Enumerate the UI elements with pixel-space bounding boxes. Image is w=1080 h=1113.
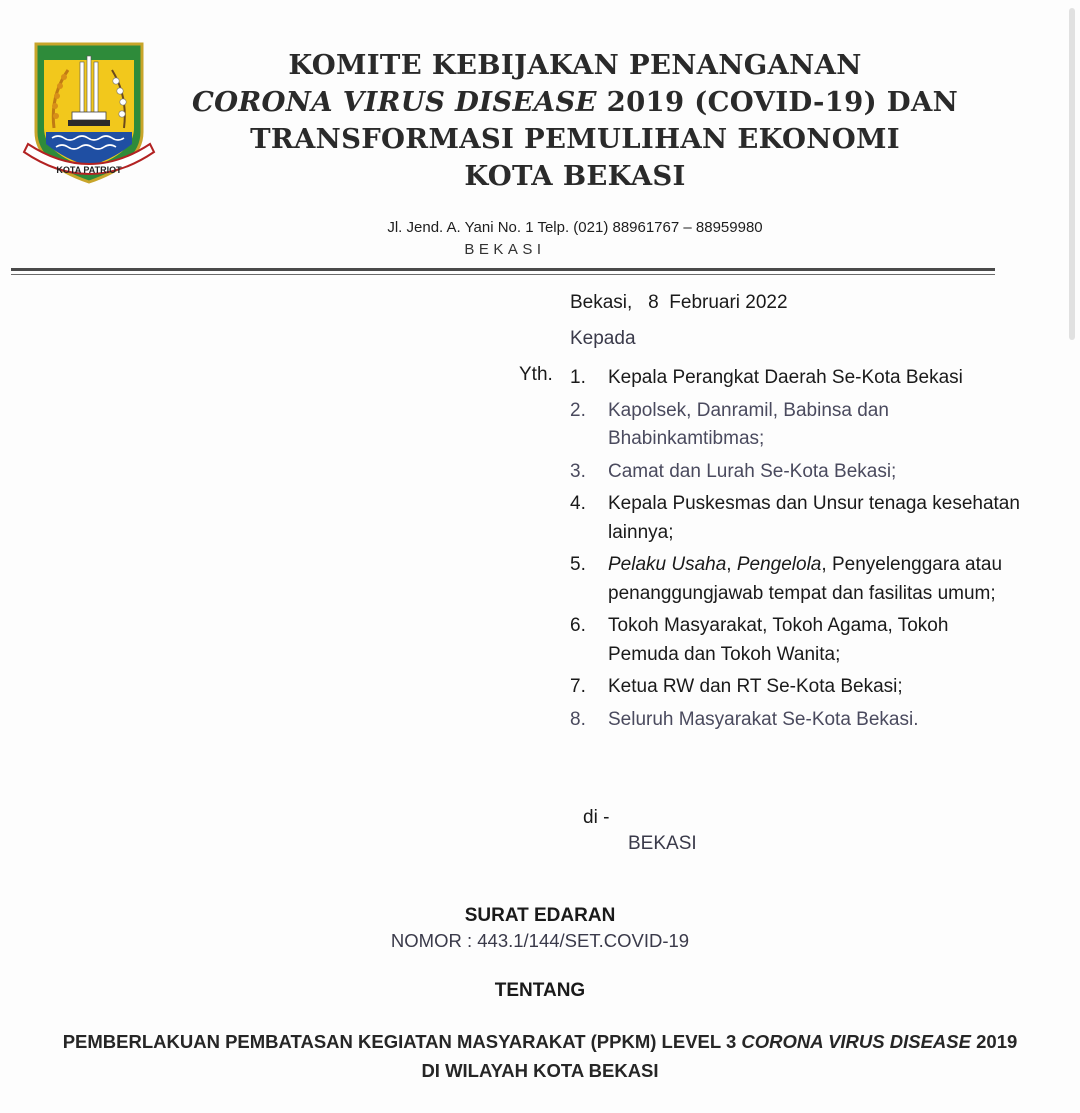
list-item [570, 612, 1020, 669]
recipient-rest: , Penyelenggara atau penanggungjawab tempat dan fasilitas umum; [608, 554, 1003, 604]
kota-bekasi-emblem-icon [22, 36, 156, 188]
scrollbar-thumb[interactable] [1069, 8, 1075, 340]
list-item [570, 397, 1020, 454]
letterhead-title-line-1: KOMITE KEBIJAKAN PENANGANAN [288, 49, 862, 81]
circular-subject-part-1: PEMBERLAKUAN PEMBATASAN KEGIATAN MASYARAKAT (PPKM) LEVEL 3 [62, 1031, 742, 1052]
list-item [570, 706, 1020, 735]
recipient-number: 2. [570, 399, 586, 421]
logo-motto: KOTA PATRIOT [56, 165, 122, 175]
recipient-text: Camat dan Lurah Se-Kota Bekasi; [608, 460, 897, 482]
circular-subject [60, 1027, 1020, 1085]
letterhead-title-italic: CORONA VIRUS DISEASE [191, 86, 597, 118]
recipient-italic-a: Pelaku Usaha [608, 554, 727, 575]
recipient-text: Tokoh Masyarakat, Tokoh Agama, Tokoh Pemuda dan Tokoh Wanita; [608, 615, 949, 665]
letterhead-title-line-2 [160, 84, 990, 121]
letter-di-city: BEKASI [628, 833, 697, 854]
recipient-text: Seluruh Masyarakat Se-Kota Bekasi. [608, 708, 919, 730]
list-item [570, 673, 1020, 702]
circular-subject-part-2: 2019 DI WILAYAH KOTA BEKASI [421, 1031, 1018, 1081]
recipient-number: 7. [570, 676, 586, 697]
letterhead-title-line-2-rest: 2019 (COVID-19) DAN [596, 86, 959, 118]
recipient-number: 5. [570, 554, 586, 575]
circular-subject-italic: CORONA VIRUS DISEASE [741, 1031, 971, 1052]
list-item [570, 458, 1020, 487]
recipient-sep: , [726, 554, 737, 575]
recipient-number: 6. [570, 615, 586, 636]
recipient-number: 3. [570, 460, 586, 482]
letterhead-divider-thin [11, 274, 995, 275]
letter-place-date: Bekasi, 8 Februari 2022 [570, 292, 788, 313]
letterhead-title-line-3: TRANSFORMASI PEMULIHAN EKONOMI [250, 123, 900, 155]
recipient-italic-b: Pengelola [736, 554, 822, 575]
recipient-text [608, 554, 1002, 604]
circular-title: SURAT EDARAN [464, 905, 616, 926]
recipient-list [570, 364, 1020, 738]
letterhead-city: BEKASI [464, 241, 546, 258]
recipient-text: Kepala Puskesmas dan Unsur tenaga kesehatan lainnya; [608, 493, 1020, 543]
list-item [570, 551, 1020, 608]
list-item [570, 364, 1020, 393]
letter-di-label: di - [583, 807, 610, 828]
letter-to-label: Kepada [570, 328, 636, 349]
recipient-text: Kapolsek, Danramil, Babinsa dan Bhabinkamtibmas; [608, 399, 889, 449]
recipient-text: Ketua RW dan RT Se-Kota Bekasi; [608, 676, 903, 697]
letterhead-divider [11, 268, 995, 271]
letterhead-address: Jl. Jend. A. Yani No. 1 Telp. (021) 88961767 – 88959980 [387, 219, 763, 236]
recipient-text: Kepala Perangkat Daerah Se-Kota Bekasi [608, 367, 963, 388]
circular-about-label: TENTANG [494, 980, 586, 1001]
letter-salutation: Yth. [519, 364, 553, 385]
list-item [570, 490, 1020, 547]
recipient-number: 8. [570, 708, 586, 730]
letterhead-title [160, 47, 990, 195]
letterhead-title-line-4: KOTA BEKASI [464, 160, 686, 192]
recipient-number: 1. [570, 367, 586, 388]
circular-number: NOMOR : 443.1/144/SET.COVID-19 [390, 930, 690, 951]
recipient-number: 4. [570, 493, 586, 514]
